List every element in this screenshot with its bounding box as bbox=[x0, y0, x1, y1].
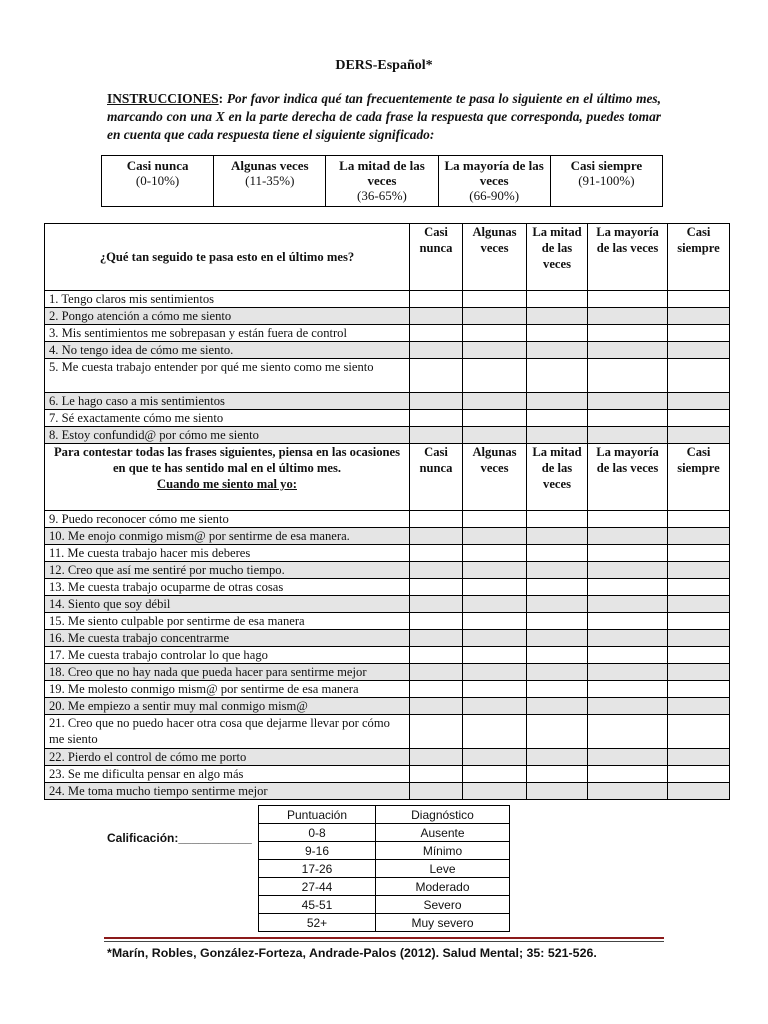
item-text: 21. Creo que no puedo hacer otra cosa que dejarme llevar por cómo me siento bbox=[45, 715, 410, 749]
scoring-header: Puntuación bbox=[259, 806, 376, 824]
answer-cell[interactable] bbox=[463, 359, 527, 393]
answer-cell[interactable] bbox=[463, 596, 527, 613]
answer-cell[interactable] bbox=[410, 630, 463, 647]
section2-subheading: Cuando me siento mal yo: bbox=[157, 477, 297, 491]
answer-cell[interactable] bbox=[527, 579, 588, 596]
item-text: 24. Me toma mucho tiempo sentirme mejor bbox=[45, 783, 410, 800]
diagnosis: Muy severo bbox=[376, 914, 510, 932]
table-row bbox=[45, 410, 730, 427]
answer-cell[interactable] bbox=[410, 596, 463, 613]
answer-cell[interactable] bbox=[668, 613, 730, 630]
column-header: Algunas veces bbox=[463, 224, 527, 291]
table-row bbox=[45, 291, 730, 308]
answer-cell[interactable] bbox=[410, 613, 463, 630]
answer-cell[interactable] bbox=[463, 766, 527, 783]
instructions-text: Por favor indica qué tan frecuentemente te pasa lo siguiente en el último mes, marcando con una X en la parte derecha de cada frase la respuesta que corresponda, puedes tomar en cuenta que cada respuesta tiene el siguiente significado: bbox=[107, 91, 661, 142]
answer-cell[interactable] bbox=[463, 647, 527, 664]
answer-cell[interactable] bbox=[588, 410, 668, 427]
answer-cell[interactable] bbox=[527, 783, 588, 800]
answer-cell[interactable] bbox=[463, 342, 527, 359]
table-row bbox=[45, 325, 730, 342]
item-text: 20. Me empiezo a sentir muy mal conmigo mism@ bbox=[45, 698, 410, 715]
answer-cell[interactable] bbox=[588, 528, 668, 545]
answer-cell[interactable] bbox=[410, 410, 463, 427]
table-row bbox=[45, 528, 730, 545]
answer-cell[interactable] bbox=[668, 511, 730, 528]
answer-cell[interactable] bbox=[410, 579, 463, 596]
answer-cell[interactable] bbox=[588, 545, 668, 562]
answer-cell[interactable] bbox=[463, 393, 527, 410]
legend-cell: La mitad de las veces (36-65%) bbox=[326, 156, 438, 207]
item-text: 10. Me enojo conmigo mism@ por sentirme de esa manera. bbox=[45, 528, 410, 545]
column-header: La mitad de las veces bbox=[527, 224, 588, 291]
answer-cell[interactable] bbox=[588, 427, 668, 444]
answer-cell[interactable] bbox=[588, 698, 668, 715]
legend-cell: Casi nunca (0-10%) bbox=[102, 156, 214, 207]
column-header: Casi nunca bbox=[410, 444, 463, 511]
table-row bbox=[45, 545, 730, 562]
answer-cell[interactable] bbox=[410, 698, 463, 715]
item-text: 15. Me siento culpable por sentirme de esa manera bbox=[45, 613, 410, 630]
scoring-row bbox=[259, 878, 510, 896]
answer-cell[interactable] bbox=[463, 562, 527, 579]
diagnosis: Ausente bbox=[376, 824, 510, 842]
answer-cell[interactable] bbox=[588, 325, 668, 342]
answer-cell[interactable] bbox=[527, 766, 588, 783]
answer-cell[interactable] bbox=[463, 325, 527, 342]
item-text: 1. Tengo claros mis sentimientos bbox=[45, 291, 410, 308]
answer-cell[interactable] bbox=[410, 562, 463, 579]
table-row bbox=[45, 715, 730, 749]
scoring-row bbox=[259, 914, 510, 932]
table-row bbox=[45, 427, 730, 444]
instructions-label: INSTRUCCIONES bbox=[107, 91, 219, 106]
item-text: 5. Me cuesta trabajo entender por qué me siento como me siento bbox=[45, 359, 410, 393]
item-text: 19. Me molesto conmigo mism@ por sentirme de esa manera bbox=[45, 681, 410, 698]
answer-cell[interactable] bbox=[410, 715, 463, 749]
answer-cell[interactable] bbox=[527, 596, 588, 613]
answer-cell[interactable] bbox=[668, 579, 730, 596]
answer-cell[interactable] bbox=[668, 359, 730, 393]
column-header: La mayoría de las veces bbox=[588, 224, 668, 291]
answer-cell[interactable] bbox=[463, 613, 527, 630]
answer-cell[interactable] bbox=[588, 562, 668, 579]
answer-cell[interactable] bbox=[668, 783, 730, 800]
answer-cell[interactable] bbox=[410, 664, 463, 681]
answer-cell[interactable] bbox=[527, 613, 588, 630]
item-text: 22. Pierdo el control de cómo me porto bbox=[45, 749, 410, 766]
answer-cell[interactable] bbox=[463, 664, 527, 681]
answer-cell[interactable] bbox=[668, 427, 730, 444]
item-text: 3. Mis sentimientos me sobrepasan y están fuera de control bbox=[45, 325, 410, 342]
item-text: 4. No tengo idea de cómo me siento. bbox=[45, 342, 410, 359]
answer-cell[interactable] bbox=[410, 393, 463, 410]
diagnosis: Mínimo bbox=[376, 842, 510, 860]
item-text: 17. Me cuesta trabajo controlar lo que hago bbox=[45, 647, 410, 664]
score-range: 9-16 bbox=[259, 842, 376, 860]
column-header: Algunas veces bbox=[463, 444, 527, 511]
legend-cell: Algunas veces (11-35%) bbox=[214, 156, 326, 207]
answer-cell[interactable] bbox=[527, 393, 588, 410]
answer-cell[interactable] bbox=[410, 427, 463, 444]
answer-cell[interactable] bbox=[410, 308, 463, 325]
table-row bbox=[45, 562, 730, 579]
answer-cell[interactable] bbox=[527, 698, 588, 715]
legend-cell: La mayoría de las veces (66-90%) bbox=[438, 156, 550, 207]
answer-cell[interactable] bbox=[588, 664, 668, 681]
answer-cell[interactable] bbox=[588, 291, 668, 308]
diagnosis: Severo bbox=[376, 896, 510, 914]
item-text: 14. Siento que soy débil bbox=[45, 596, 410, 613]
answer-cell[interactable] bbox=[527, 647, 588, 664]
scoring-table bbox=[258, 805, 510, 932]
answer-cell[interactable] bbox=[668, 749, 730, 766]
answer-cell[interactable] bbox=[527, 359, 588, 393]
scoring-row bbox=[259, 842, 510, 860]
section1-question: ¿Qué tan seguido te pasa esto en el último mes? bbox=[45, 224, 410, 291]
table-row bbox=[45, 698, 730, 715]
answer-cell[interactable] bbox=[588, 783, 668, 800]
answer-cell[interactable] bbox=[668, 596, 730, 613]
answer-cell[interactable] bbox=[527, 427, 588, 444]
table-row bbox=[45, 749, 730, 766]
item-text: 12. Creo que así me sentiré por mucho tiempo. bbox=[45, 562, 410, 579]
answer-cell[interactable] bbox=[527, 325, 588, 342]
table-row bbox=[45, 783, 730, 800]
table-row bbox=[45, 596, 730, 613]
table-row bbox=[45, 681, 730, 698]
item-text: 7. Sé exactamente cómo me siento bbox=[45, 410, 410, 427]
item-text: 23. Se me dificulta pensar en algo más bbox=[45, 766, 410, 783]
diagnosis: Leve bbox=[376, 860, 510, 878]
item-text: 13. Me cuesta trabajo ocuparme de otras cosas bbox=[45, 579, 410, 596]
answer-cell[interactable] bbox=[527, 308, 588, 325]
answer-cell[interactable] bbox=[463, 698, 527, 715]
answer-cell[interactable] bbox=[463, 511, 527, 528]
column-header: Casi siempre bbox=[668, 224, 730, 291]
response-legend bbox=[101, 155, 663, 207]
answer-cell[interactable] bbox=[527, 749, 588, 766]
footer-divider bbox=[104, 937, 664, 939]
answer-cell[interactable] bbox=[463, 545, 527, 562]
answer-cell[interactable] bbox=[527, 410, 588, 427]
answer-cell[interactable] bbox=[668, 528, 730, 545]
answer-cell[interactable] bbox=[668, 681, 730, 698]
column-header: Casi siempre bbox=[668, 444, 730, 511]
answer-cell[interactable] bbox=[527, 545, 588, 562]
answer-cell[interactable] bbox=[463, 579, 527, 596]
answer-cell[interactable] bbox=[410, 766, 463, 783]
item-text: 16. Me cuesta trabajo concentrarme bbox=[45, 630, 410, 647]
table-row bbox=[45, 613, 730, 630]
answer-cell[interactable] bbox=[668, 630, 730, 647]
score-range: 45-51 bbox=[259, 896, 376, 914]
answer-cell[interactable] bbox=[588, 511, 668, 528]
answer-cell[interactable] bbox=[410, 291, 463, 308]
answer-cell[interactable] bbox=[668, 698, 730, 715]
answer-cell[interactable] bbox=[463, 410, 527, 427]
answer-cell[interactable] bbox=[527, 511, 588, 528]
answer-cell[interactable] bbox=[463, 528, 527, 545]
answer-cell[interactable] bbox=[588, 630, 668, 647]
score-range: 17-26 bbox=[259, 860, 376, 878]
table-row bbox=[45, 393, 730, 410]
answer-cell[interactable] bbox=[668, 410, 730, 427]
citation: *Marín, Robles, González-Forteza, Andrade-Palos (2012). Salud Mental; 35: 521-526. bbox=[107, 946, 597, 960]
answer-cell[interactable] bbox=[527, 681, 588, 698]
table-row bbox=[45, 308, 730, 325]
answer-cell[interactable] bbox=[668, 308, 730, 325]
answer-cell[interactable] bbox=[527, 342, 588, 359]
answer-cell[interactable] bbox=[588, 766, 668, 783]
item-text: 8. Estoy confundid@ por cómo me siento bbox=[45, 427, 410, 444]
answer-cell[interactable] bbox=[668, 291, 730, 308]
answer-cell[interactable] bbox=[588, 613, 668, 630]
answer-cell[interactable] bbox=[588, 749, 668, 766]
answer-cell[interactable] bbox=[527, 291, 588, 308]
answer-cell[interactable] bbox=[410, 511, 463, 528]
calificacion-label: Calificación:___________ bbox=[107, 831, 252, 845]
answer-cell[interactable] bbox=[668, 664, 730, 681]
table-row bbox=[45, 664, 730, 681]
footer-divider-thin bbox=[104, 941, 664, 942]
questionnaire-table bbox=[44, 223, 730, 800]
answer-cell[interactable] bbox=[668, 715, 730, 749]
answer-cell[interactable] bbox=[588, 359, 668, 393]
scoring-header: Diagnóstico bbox=[376, 806, 510, 824]
scoring-row bbox=[259, 860, 510, 878]
column-header: Casi nunca bbox=[410, 224, 463, 291]
answer-cell[interactable] bbox=[463, 630, 527, 647]
table-row bbox=[45, 342, 730, 359]
answer-cell[interactable] bbox=[463, 681, 527, 698]
column-header: La mitad de las veces bbox=[527, 444, 588, 511]
diagnosis: Moderado bbox=[376, 878, 510, 896]
answer-cell[interactable] bbox=[410, 545, 463, 562]
column-header: La mayoría de las veces bbox=[588, 444, 668, 511]
scoring-row bbox=[259, 896, 510, 914]
answer-cell[interactable] bbox=[410, 681, 463, 698]
answer-cell[interactable] bbox=[463, 783, 527, 800]
answer-cell[interactable] bbox=[668, 545, 730, 562]
answer-cell[interactable] bbox=[588, 681, 668, 698]
answer-cell[interactable] bbox=[668, 647, 730, 664]
table-row bbox=[45, 359, 730, 393]
answer-cell[interactable] bbox=[410, 647, 463, 664]
answer-cell[interactable] bbox=[463, 715, 527, 749]
table-row bbox=[45, 630, 730, 647]
answer-cell[interactable] bbox=[588, 715, 668, 749]
answer-cell[interactable] bbox=[668, 393, 730, 410]
answer-cell[interactable] bbox=[527, 664, 588, 681]
answer-cell[interactable] bbox=[668, 325, 730, 342]
scoring-row bbox=[259, 824, 510, 842]
score-range: 27-44 bbox=[259, 878, 376, 896]
answer-cell[interactable] bbox=[463, 749, 527, 766]
answer-cell[interactable] bbox=[588, 579, 668, 596]
answer-cell[interactable] bbox=[668, 766, 730, 783]
answer-cell[interactable] bbox=[668, 342, 730, 359]
answer-cell[interactable] bbox=[410, 783, 463, 800]
answer-cell[interactable] bbox=[588, 308, 668, 325]
answer-cell[interactable] bbox=[410, 359, 463, 393]
item-text: 2. Pongo atención a cómo me siento bbox=[45, 308, 410, 325]
legend-cell: Casi siempre (91-100%) bbox=[550, 156, 662, 207]
answer-cell[interactable] bbox=[410, 749, 463, 766]
answer-cell[interactable] bbox=[463, 427, 527, 444]
item-text: 6. Le hago caso a mis sentimientos bbox=[45, 393, 410, 410]
answer-cell[interactable] bbox=[588, 393, 668, 410]
item-text: 11. Me cuesta trabajo hacer mis deberes bbox=[45, 545, 410, 562]
answer-cell[interactable] bbox=[463, 308, 527, 325]
table-row bbox=[45, 579, 730, 596]
item-text: 9. Puedo reconocer cómo me siento bbox=[45, 511, 410, 528]
table-row bbox=[45, 511, 730, 528]
answer-cell[interactable] bbox=[410, 325, 463, 342]
answer-cell[interactable] bbox=[527, 562, 588, 579]
answer-cell[interactable] bbox=[527, 630, 588, 647]
table-row bbox=[45, 647, 730, 664]
answer-cell[interactable] bbox=[527, 528, 588, 545]
answer-cell[interactable] bbox=[668, 562, 730, 579]
answer-cell[interactable] bbox=[588, 342, 668, 359]
section2-question: Para contestar todas las frases siguientes, piensa en las ocasiones en que te has sentido mal en el último mes. Cuando me siento mal yo: bbox=[45, 444, 410, 511]
answer-cell[interactable] bbox=[588, 647, 668, 664]
score-range: 0-8 bbox=[259, 824, 376, 842]
instructions: INSTRUCCIONES: Por favor indica qué tan frecuentemente te pasa lo siguiente en el último mes, marcando con una X en la parte derecha de cada frase la respuesta que corresponda, puedes tomar en cuenta que cada respuesta tiene el siguiente significado: bbox=[107, 91, 661, 142]
table-row bbox=[45, 766, 730, 783]
answer-cell[interactable] bbox=[410, 528, 463, 545]
document-title: DERS-Español* bbox=[335, 58, 433, 73]
answer-cell[interactable] bbox=[527, 715, 588, 749]
item-text: 18. Creo que no hay nada que pueda hacer para sentirme mejor bbox=[45, 664, 410, 681]
answer-cell[interactable] bbox=[588, 596, 668, 613]
answer-cell[interactable] bbox=[410, 342, 463, 359]
score-range: 52+ bbox=[259, 914, 376, 932]
answer-cell[interactable] bbox=[463, 291, 527, 308]
